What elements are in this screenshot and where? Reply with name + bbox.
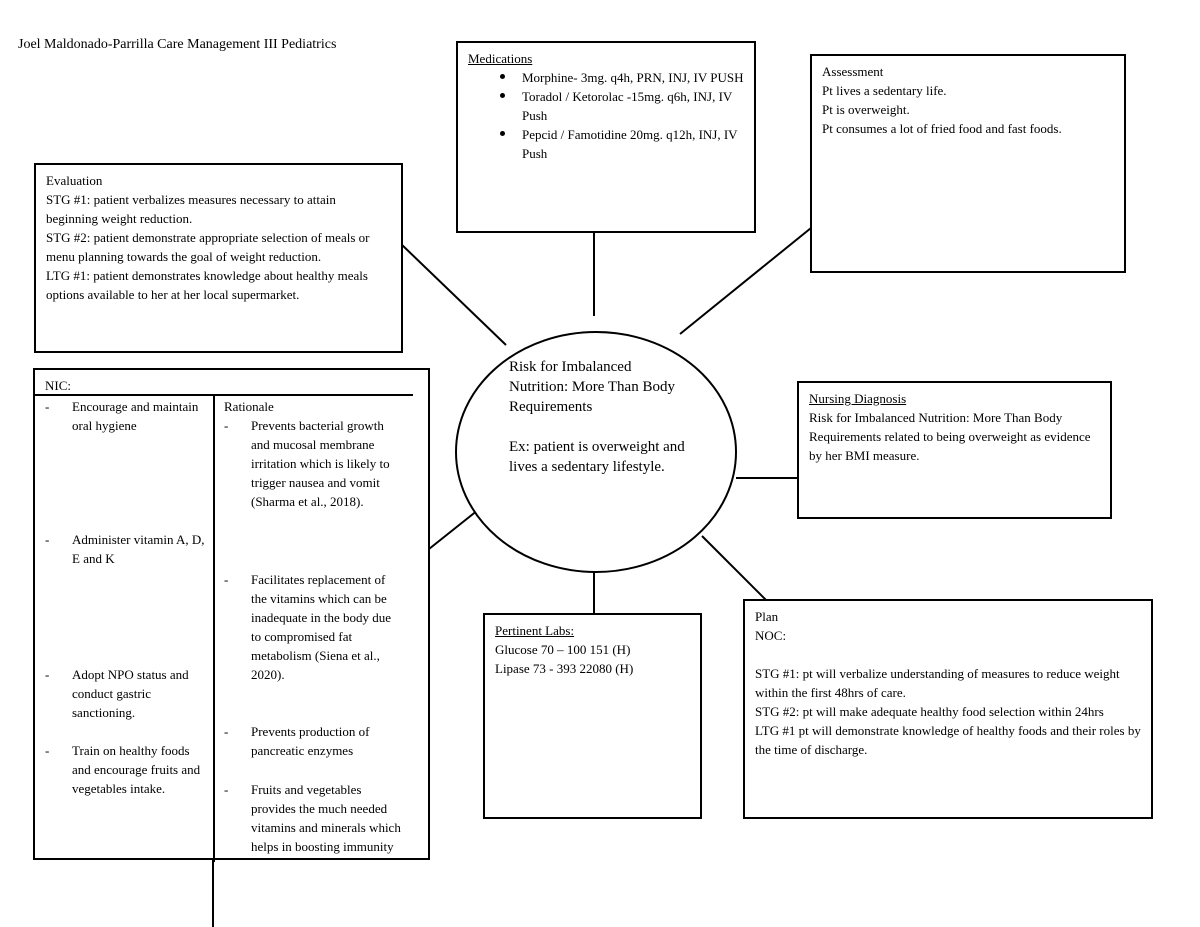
nic-intervention: - Train on healthy foods and encourage fruits and vegetables intake. (45, 741, 205, 798)
connector-evaluation (400, 243, 506, 345)
evaluation-line: STG #2: patient demonstrate appropriate selection of meals or menu planning towards the goal of weight reduction. (46, 230, 370, 264)
medication-item: Pepcid / Famotidine 20mg. q12h, INJ, IV Push (496, 125, 744, 163)
rationale-list (224, 570, 404, 684)
nic-interventions (45, 665, 205, 722)
nic-interventions (45, 741, 205, 798)
rationale-item: - Fruits and vegetables provides the much needed vitamins and minerals which helps in boosting immunity (224, 780, 404, 856)
page-title: Joel Maldonado-Parrilla Care Management III Pediatrics (18, 37, 337, 52)
evaluation-line: STG #1: patient verbalizes measures necessary to attain beginning weight reduction. (46, 192, 336, 226)
central-diagnosis (509, 357, 689, 477)
evaluation-box (34, 163, 403, 353)
nursing-diagnosis-heading: Nursing Diagnosis (809, 391, 907, 406)
nic-box (33, 368, 430, 860)
labs-heading: Pertinent Labs: (495, 623, 575, 638)
plan-goal: STG #2: pt will make adequate healthy food selection within 24hrs (755, 704, 1104, 719)
lab-result: Lipase 73 - 393 22080 (H) (495, 661, 634, 676)
nic-column-divider (213, 394, 215, 862)
medication-item: Morphine- 3mg. q4h, PRN, INJ, IV PUSH (496, 68, 744, 87)
plan-goal: STG #1: pt will verbalize understanding of measures to reduce weight within the first 48hrs of care. (755, 666, 1120, 700)
rationale-list (224, 780, 404, 856)
nic-interventions (45, 530, 205, 568)
connector-nic (429, 510, 478, 549)
lab-result: Glucose 70 – 100 151 (H) (495, 642, 631, 657)
medications-box (456, 41, 756, 233)
medication-item: Toradol / Ketorolac -15mg. q6h, INJ, IV Push (496, 87, 744, 125)
evaluation-heading: Evaluation (46, 173, 103, 188)
rationale-item: - Prevents bacterial growth and mucosal membrane irritation which is likely to trigger nausea and vomit (Sharma et al., 2018). (224, 416, 404, 511)
rationale-heading: Rationale (224, 399, 274, 414)
plan-heading: Plan (755, 609, 779, 624)
medications-list (468, 68, 744, 163)
evaluation-line: LTG #1: patient demonstrates knowledge about healthy meals options available to her at her local supermarket. (46, 268, 368, 302)
nursing-diagnosis-box (797, 381, 1112, 519)
rationale-list (224, 722, 404, 760)
rationale-item: - Prevents production of pancreatic enzymes (224, 722, 404, 760)
rationale-item: - Facilitates replacement of the vitamins which can be inadequate in the body due to compromised fat metabolism (Siena et al., 2020). (224, 570, 404, 684)
assessment-line: Pt lives a sedentary life. (822, 83, 947, 98)
assessment-line: Pt consumes a lot of fried food and fast foods. (822, 121, 1062, 136)
plan-box (743, 599, 1153, 819)
assessment-line: Pt is overweight. (822, 102, 910, 117)
connector-plan (702, 536, 766, 600)
nic-intervention: - Encourage and maintain oral hygiene (45, 397, 205, 435)
central-diagnosis-example: Ex: patient is overweight and lives a sedentary lifestyle. (509, 439, 685, 475)
nic-header-rule (35, 394, 413, 396)
nic-intervention: - Adopt NPO status and conduct gastric sanctioning. (45, 665, 205, 722)
plan-noc: NOC: (755, 628, 787, 643)
assessment-box (810, 54, 1126, 273)
plan-goal: LTG #1 pt will demonstrate knowledge of healthy foods and their roles by the time of discharge. (755, 723, 1141, 757)
nic-heading: NIC: (45, 378, 71, 393)
connector-assessment (680, 228, 811, 334)
central-diagnosis-title: Risk for Imbalanced Nutrition: More Than Body Requirements (509, 359, 675, 415)
nic-intervention: - Administer vitamin A, D, E and K (45, 530, 205, 568)
nic-interventions (45, 397, 205, 435)
medications-heading: Medications (468, 51, 533, 66)
assessment-heading: Assessment (822, 64, 884, 79)
nursing-diagnosis-text: Risk for Imbalanced Nutrition: More Than Body Requirements related to being overweight as evidence by her BMI measure. (809, 410, 1091, 463)
rationale-list (224, 416, 404, 511)
pertinent-labs-box (483, 613, 702, 819)
